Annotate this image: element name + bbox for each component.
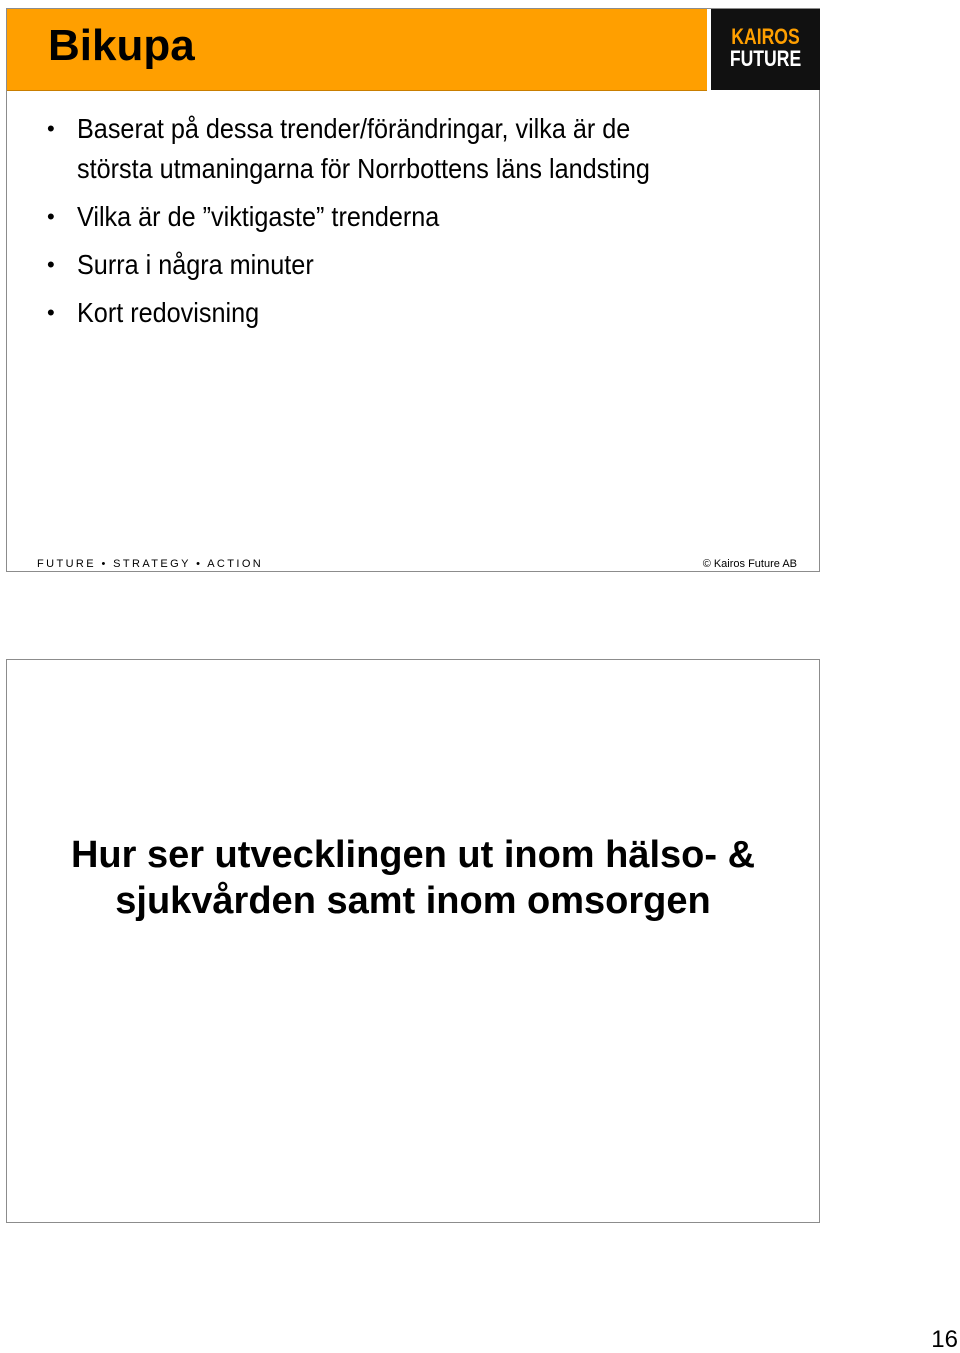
bullet-text: Kort redovisning [77,297,260,328]
bullet-text: Surra i några minuter [77,249,314,280]
bullet-text-block [77,109,650,189]
footer-copyright: © Kairos Future AB [702,558,797,570]
title-bar [7,9,707,91]
logo-line-2: FUTURE [729,46,802,71]
bullet-item [47,245,747,285]
bullet-list [47,109,747,341]
bullet-text: Vilka är de ”viktigaste” trenderna [77,201,440,232]
slide-heading [7,832,819,924]
logo-line-1: KAIROS [731,24,800,49]
bullet-item [47,109,747,189]
kairos-future-logo [711,9,820,90]
bullet-dot-icon: • [47,204,55,229]
slide-1 [6,8,820,572]
bullet-dot-icon: • [47,252,55,277]
heading-line-2: sjukvården samt inom omsorgen [115,880,711,922]
bullet-dot-icon: • [47,116,55,141]
slide-title: Bikupa [48,21,195,70]
footer-tagline: FUTURE • STRATEGY • ACTION [37,558,264,570]
bullet-item [47,293,747,333]
bullet-text: Baserat på dessa trender/förändringar, vilka är de [77,113,631,144]
bullet-item [47,197,747,237]
bullet-dot-icon: • [47,300,55,325]
slide-2 [6,659,820,1223]
page-number: 16 [931,1326,958,1353]
bullet-text-continued: största utmaningarna för Norrbottens läns landsting [77,153,650,184]
heading-line-1: Hur ser utvecklingen ut inom hälso- & [70,834,756,876]
